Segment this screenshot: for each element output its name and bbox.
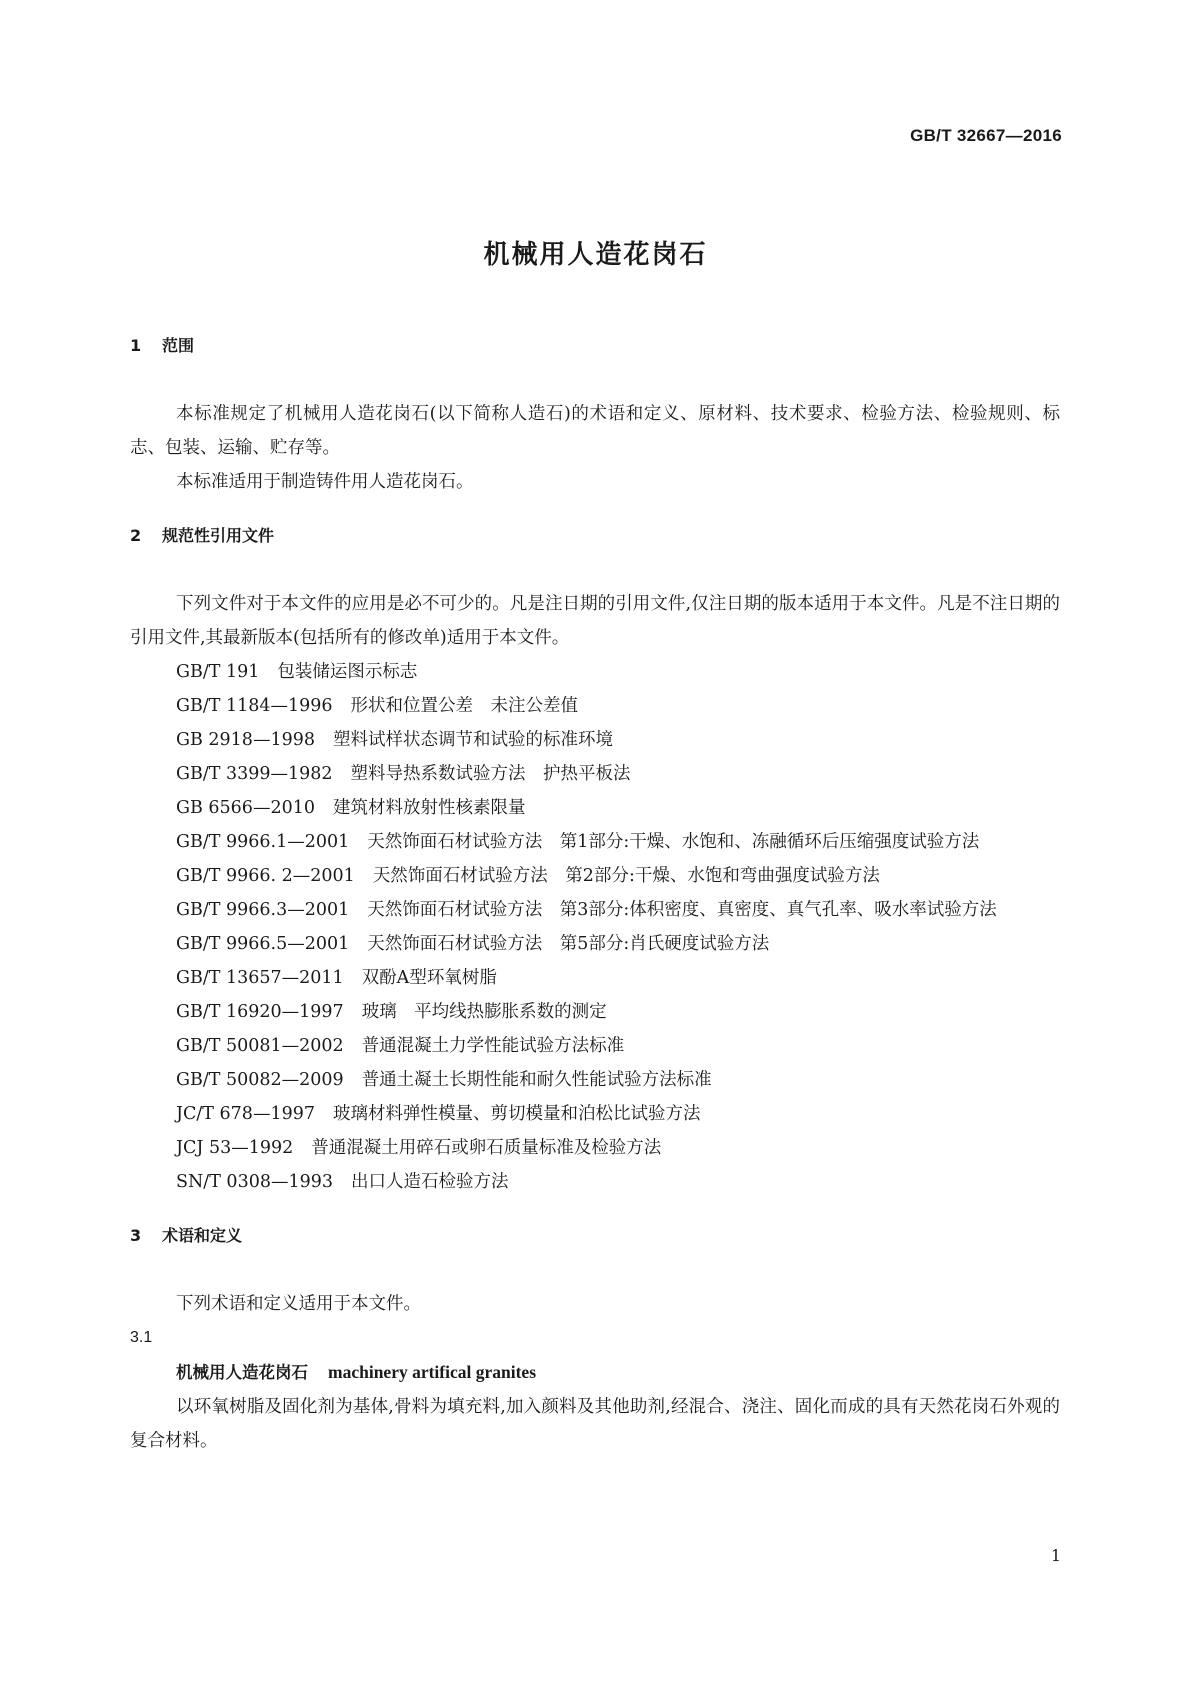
term-definition: 以环氧树脂及固化剂为基体,骨料为填充料,加入颜料及其他助剂,经混合、浇注、固化而成的具有天然花岗石外观的复合材料。 [130, 1397, 1060, 1451]
reference-code: GB/T 9966.5—2001 [176, 934, 350, 954]
reference-item [130, 927, 1060, 961]
term-english: machinery artifical granites [328, 1362, 537, 1382]
reference-code: GB/T 191 [176, 662, 260, 682]
reference-code: GB/T 3399—1982 [176, 764, 333, 784]
reference-item [130, 1097, 1060, 1131]
section-number: 3 [130, 1226, 142, 1245]
section-title: 规范性引用文件 [162, 526, 275, 545]
document-title: 机械用人造花岗石 [483, 240, 708, 270]
terms-intro: 下列术语和定义适用于本文件。 [176, 1294, 421, 1314]
reference-item [130, 723, 1060, 757]
reference-code: GB/T 9966.1—2001 [176, 832, 350, 852]
reference-code: GB/T 13657—2011 [176, 968, 344, 988]
reference-title: 普通混凝土力学性能试验方法标准 [361, 1036, 625, 1056]
scope-paragraph-1: 本标准规定了机械用人造花岗石(以下简称人造石)的术语和定义、原材料、技术要求、检验方法、检验规则、标志、包装、运输、贮存等。 [130, 404, 1060, 458]
reference-item [130, 1063, 1060, 1097]
reference-item [130, 655, 1060, 689]
section-title: 术语和定义 [162, 1226, 243, 1245]
reference-item [130, 757, 1060, 791]
reference-item [130, 825, 1060, 859]
reference-code: SN/T 0308—1993 [176, 1172, 334, 1192]
reference-title: 包装储运图示标志 [277, 662, 418, 682]
reference-title: 天然饰面石材试验方法 第1部分:干燥、水饱和、冻融循环后压缩强度试验方法 [367, 832, 980, 852]
page-number: 1 [1050, 1546, 1061, 1565]
reference-title: 玻璃 平均线热膨胀系数的测定 [361, 1002, 607, 1022]
document-body [130, 329, 1060, 1458]
section-number: 1 [130, 336, 142, 355]
reference-code: GB 2918—1998 [176, 730, 315, 750]
reference-title: 建筑材料放射性核素限量 [332, 798, 526, 818]
reference-title: 出口人造石检验方法 [351, 1172, 509, 1192]
reference-item [130, 689, 1060, 723]
reference-title: 塑料试样状态调节和试验的标准环境 [332, 730, 613, 750]
reference-item [130, 791, 1060, 825]
reference-item [130, 1029, 1060, 1063]
section-heading-normative-refs [130, 519, 1060, 553]
reference-code: JC/T 678—1997 [176, 1104, 315, 1124]
reference-title: 天然饰面石材试验方法 第2部分:干燥、水饱和弯曲强度试验方法 [372, 866, 880, 886]
reference-item [130, 961, 1060, 995]
standard-code: GB/T 32667—2016 [910, 126, 1062, 145]
reference-code: GB/T 16920—1997 [176, 1002, 344, 1022]
reference-code: GB/T 50081—2002 [176, 1036, 344, 1056]
section-title: 范围 [162, 336, 195, 355]
reference-code: GB/T 1184—1996 [176, 696, 333, 716]
term-chinese: 机械用人造花岗石 [176, 1363, 308, 1382]
reference-item [130, 1131, 1060, 1165]
reference-item [130, 995, 1060, 1029]
reference-title: 普通混凝土用碎石或卵石质量标准及检验方法 [311, 1138, 662, 1158]
normative-refs-intro: 下列文件对于本文件的应用是必不可少的。凡是注日期的引用文件,仅注日期的版本适用于本文件。凡是不注日期的引用文件,其最新版本(包括所有的修改单)适用于本文件。 [130, 594, 1060, 648]
reference-item [130, 859, 1060, 893]
reference-item [130, 893, 1060, 927]
section-heading-scope [130, 329, 1060, 363]
reference-code: GB/T 9966. 2—2001 [176, 866, 355, 886]
reference-title: 双酚A型环氧树脂 [361, 968, 497, 988]
term-entry [130, 1355, 1060, 1390]
reference-code: JCJ 53—1992 [176, 1138, 294, 1158]
reference-title: 玻璃材料弹性模量、剪切模量和泊松比试验方法 [332, 1104, 701, 1124]
reference-item [130, 1165, 1060, 1199]
scope-paragraph-2: 本标准适用于制造铸件用人造花岗石。 [176, 472, 474, 492]
reference-code: GB/T 9966.3—2001 [176, 900, 350, 920]
reference-title: 普通土凝土长期性能和耐久性能试验方法标准 [361, 1070, 712, 1090]
section-number: 2 [130, 526, 142, 545]
section-heading-terms [130, 1219, 1060, 1253]
term-number: 3.1 [130, 1329, 153, 1346]
reference-code: GB/T 50082—2009 [176, 1070, 344, 1090]
reference-title: 天然饰面石材试验方法 第3部分:体积密度、真密度、真气孔率、吸水率试验方法 [367, 900, 997, 920]
reference-title: 天然饰面石材试验方法 第5部分:肖氏硬度试验方法 [367, 934, 770, 954]
reference-title: 塑料导热系数试验方法 护热平板法 [350, 764, 631, 784]
reference-code: GB 6566—2010 [176, 798, 315, 818]
reference-title: 形状和位置公差 未注公差值 [350, 696, 579, 716]
